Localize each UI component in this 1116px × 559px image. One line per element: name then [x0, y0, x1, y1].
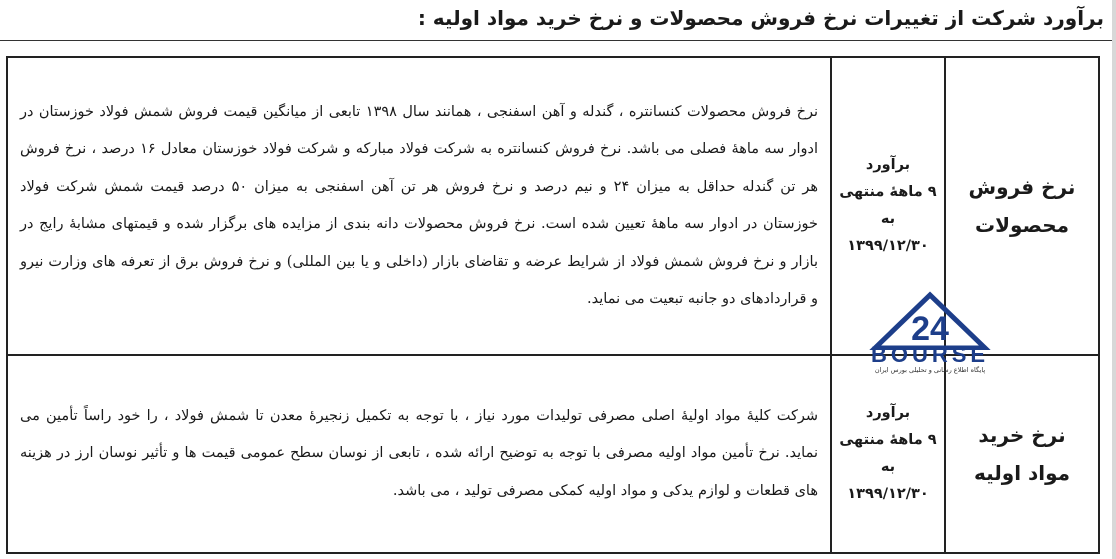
period-label: برآورد — [865, 157, 911, 173]
row-heading-line: نرخ خرید — [978, 423, 1066, 447]
title-divider — [0, 40, 1112, 41]
description-cell: شرکت کلیهٔ مواد اولیهٔ اصلی مصرفی تولیدات مورد نیاز ، با توجه به تکمیل زنجیرهٔ معدن تا شمش فولاد ، را خود راساً تأمین می نماید. نرخ تأمین مواد اولیه مصرفی با توجه به توضیح ارائه شده ، تابعی از نوسان سطح عمومی قیمت ها و تأثیر نوسان ارز در هزینه های قطعات و لوازم یدکی و مواد اولیه کمکی مصرفی تولید ، می باشد. — [7, 355, 831, 553]
row-heading-line: نرخ فروش — [968, 175, 1076, 199]
period-date: ۱۳۹۹/۱۲/۳۰ — [847, 486, 929, 502]
period-cell — [831, 355, 945, 553]
table-row — [7, 355, 1099, 553]
description-cell: نرخ فروش محصولات کنسانتره ، گندله و آهن اسفنجی ، همانند سال ۱۳۹۸ تابعی از میانگین قیمت فروش شمش فولاد خوزستان در ادوار سه ماههٔ فصلی می باشد. نرخ فروش کنسانتره به شرکت فولاد مبارکه و شرکت فولاد خوزستان معادل ۱۶ درصد ، نرخ فروش هر تن گندله حداقل به میزان ۲۴ و نیم درصد و نرخ فروش هر تن آهن اسفنجی به میزان ۵۰ درصد قیمت شمش شرکت فولاد خوزستان در ادوار سه ماههٔ تعیین شده است. نرخ فروش محصولات دانه بندی از مزایده های برگزار شده و قیمتهای مشابهٔ رایج در بازار و نرخ فروش شمش فولاد از شرایط عرضه و تقاضای بازار (داخلی و یا بین المللی) و نرخ فروش برق از تعرفه های وزارت نیرو و قراردادهای دو جانبه تبعیت می نماید. — [7, 57, 831, 355]
period-label: برآورد — [865, 405, 911, 421]
period-label: ۹ ماهۀ منتهی به — [839, 432, 937, 475]
logo-word: BOURSE — [870, 342, 990, 367]
period-date: ۱۳۹۹/۱۲/۳۰ — [847, 238, 929, 254]
bourse-logo — [855, 290, 1005, 380]
row-heading-line: مواد اولیه — [973, 461, 1071, 485]
row-heading — [945, 355, 1099, 553]
logo-subtitle: پایگاه اطلاع رسانی و تحلیلی بورس ایران — [874, 366, 986, 374]
row-heading-line: محصولات — [974, 213, 1070, 237]
period-label: ۹ ماهۀ منتهی به — [839, 184, 937, 227]
logo-icon — [855, 290, 1005, 350]
logo-number: 24 — [911, 310, 949, 348]
scan-edge — [1112, 0, 1116, 559]
page-title: برآورد شرکت از تغییرات نرخ فروش محصولات و نرخ خرید مواد اولیه : — [417, 6, 1104, 30]
